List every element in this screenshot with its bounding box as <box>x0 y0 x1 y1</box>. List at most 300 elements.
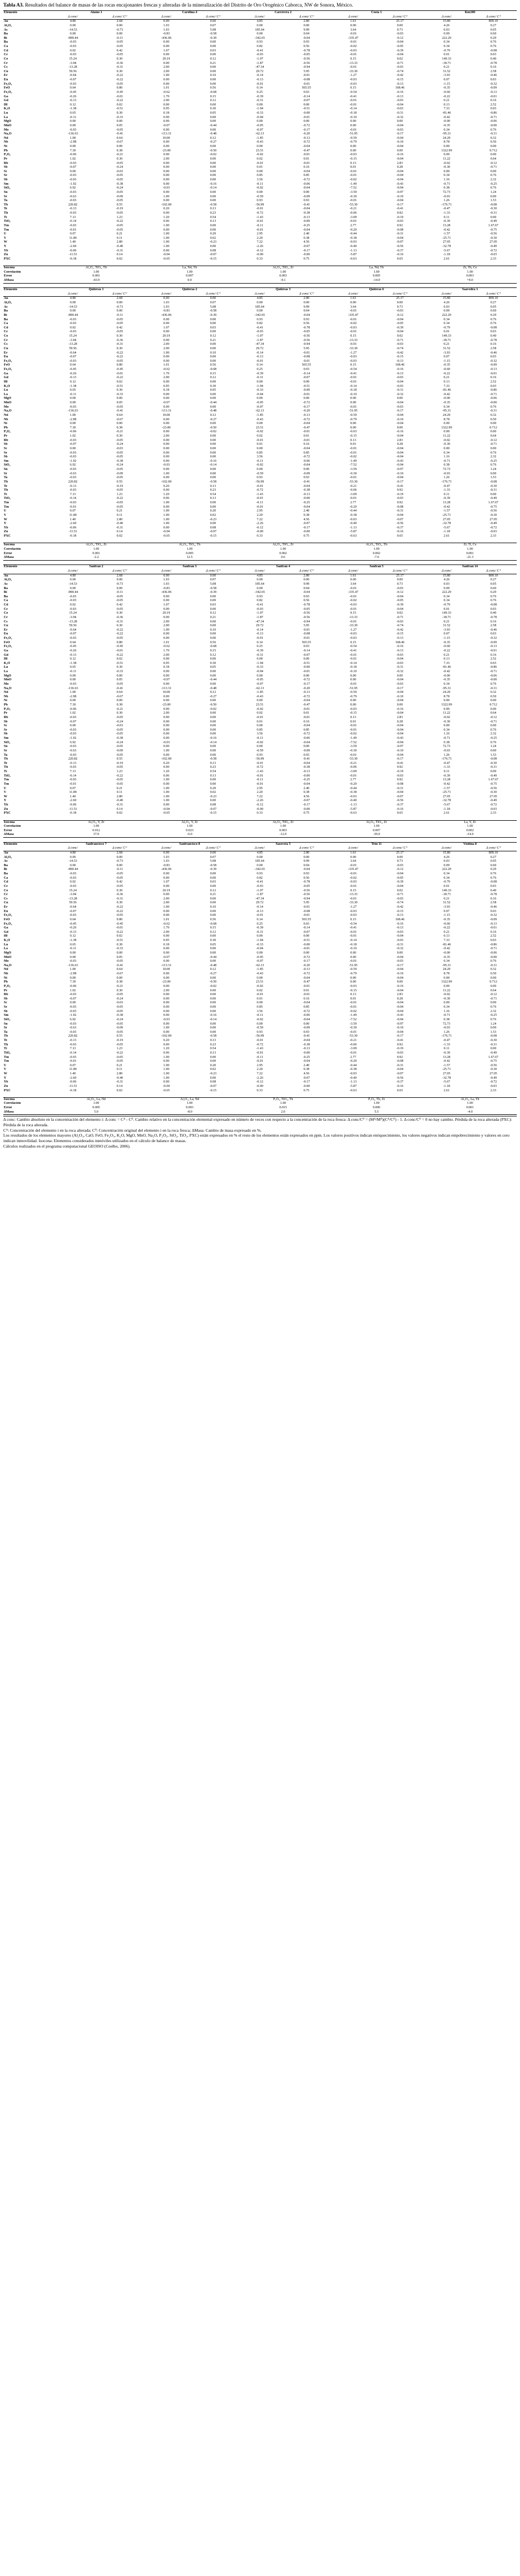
table-cell: -0.30 <box>489 513 497 517</box>
table-cell: -0.00 <box>489 123 497 127</box>
table-cell: 220.82 <box>68 757 78 761</box>
table-cell: 0.76 <box>490 405 497 409</box>
element-name: La <box>4 670 8 674</box>
table-cell: 0.01 <box>257 720 263 724</box>
element-name: Ga <box>4 926 8 930</box>
table-cell: -0.03 <box>69 128 76 132</box>
table-cell: -0.30 <box>489 207 497 211</box>
table-cell: -0.14 <box>350 107 357 111</box>
table-cell: 0.00 <box>350 23 356 27</box>
table-cell: -0.00 <box>443 397 450 401</box>
table-cell: -0.00 <box>303 389 310 392</box>
table-cell: 0.80 <box>116 363 123 367</box>
table-cell: -25.71 <box>442 1068 451 1072</box>
table-cell: -0.63 <box>350 257 357 261</box>
table-cell: 0.00 <box>210 45 216 48</box>
table-cell: 1.67.67 <box>488 224 499 227</box>
table-cell: 0.00 <box>444 724 450 728</box>
table-cell: 0.00 <box>397 23 403 27</box>
table-cell: 0.00 <box>350 401 356 405</box>
table-cell: 7.13 <box>70 770 76 774</box>
table-cell: 0.75 <box>303 534 310 538</box>
table-cell: 0.34 <box>444 595 450 598</box>
element-name: Th <box>4 1043 8 1046</box>
table-cell: -0.13 <box>69 99 76 103</box>
table-cell: 3.56 <box>257 1009 263 1013</box>
delta-conc-relative-header: Δ conc/ C⁰ <box>470 15 517 20</box>
table-cell: -0.03 <box>69 451 76 455</box>
element-name: Th <box>4 489 8 492</box>
table-cell: 0.01 <box>444 53 450 57</box>
table-row <box>3 683 517 687</box>
table-cell: -0.13 <box>303 492 310 496</box>
table-cell: -0.60 <box>443 90 450 94</box>
element-name: Nd <box>4 413 8 417</box>
table-cell: -0.27 <box>209 417 217 421</box>
table-cell: -0.16 <box>396 922 404 926</box>
table-cell: -0.03 <box>396 376 404 380</box>
table-cell: 0.00 <box>303 578 310 582</box>
table-cell: 0.05 <box>210 389 216 392</box>
table-cell: -0.04 <box>396 446 404 450</box>
table-cell: 0.18 <box>163 111 169 115</box>
table-cell: -0.14 <box>209 186 217 190</box>
table-cell: -0.86 <box>489 389 497 392</box>
table-cell: -0.05 <box>116 476 123 480</box>
table-cell: -5.87 <box>350 253 357 257</box>
table-cell: -436.06 <box>161 868 172 872</box>
table-cell: -0.04 <box>396 380 404 384</box>
element-name: Ga <box>4 649 8 652</box>
table-cell: 0.02 <box>116 534 123 538</box>
table-cell: -0.04 <box>303 724 310 728</box>
element-name: Na₂O <box>4 409 12 413</box>
table-cell: 0.20 <box>163 761 169 765</box>
correlation-row-label: Correlación <box>4 1102 21 1105</box>
table-cell: 1.61 <box>350 851 356 855</box>
table-cell: -1.85 <box>256 691 263 695</box>
table-cell: 0.95 <box>163 939 169 943</box>
table-cell: 0.13 <box>210 1051 216 1055</box>
table-cell: -23.00 <box>162 426 171 430</box>
table-cell: -0.49 <box>489 245 497 248</box>
element-name: Tm <box>4 501 9 505</box>
table-cell: 6.92 <box>70 740 76 744</box>
table-cell: 0.00 <box>163 169 169 173</box>
table-row <box>3 414 517 418</box>
element-name: TiO₂ <box>4 220 11 224</box>
table-cell: -3.59 <box>350 1022 357 1026</box>
table-cell: -0.02 <box>350 45 357 48</box>
table-cell: 0.30 <box>210 661 216 665</box>
table-cell: -0.97 <box>396 745 404 749</box>
table-cell: -0.71 <box>489 443 497 446</box>
table-cell: -0.83 <box>163 863 170 867</box>
table-cell: 0.00 <box>163 715 169 719</box>
table-row <box>3 170 517 174</box>
table-cell: 0.01 <box>350 997 356 1001</box>
table-cell: -0.07 <box>396 1072 404 1076</box>
table-cell: -0.22 <box>443 649 450 652</box>
table-cell: -0.05 <box>116 682 123 686</box>
table-cell: -0.01 <box>350 199 357 203</box>
element-name: Bi <box>4 313 7 317</box>
table-cell: 1.00 <box>163 628 169 632</box>
table-cell: 0.29 <box>490 313 497 317</box>
table-cell: 5.95 <box>303 346 310 350</box>
element-name: Ba <box>4 595 8 598</box>
table-cell: -0.38 <box>116 459 123 463</box>
table-cell: -0.02 <box>256 463 263 467</box>
table-cell: -0.04 <box>396 753 404 757</box>
table-cell: -0.01 <box>303 947 310 951</box>
table-cell: -0.56 <box>396 245 404 248</box>
table-cell: -0.21 <box>116 707 123 711</box>
table-cell: 0.30 <box>116 434 123 438</box>
table-cell: 0.00 <box>350 951 356 955</box>
table-cell: -0.39 <box>256 95 263 98</box>
element-name: Mo <box>4 960 9 963</box>
table-cell: -0.04 <box>396 434 404 438</box>
element-name: Tb <box>4 1034 8 1038</box>
table-cell: -0.78 <box>303 326 310 330</box>
table-cell: -0.03 <box>396 128 404 132</box>
error-row-label: Error <box>4 551 13 555</box>
table-cell: -0.05 <box>116 1060 123 1063</box>
table-cell: 7.13 <box>70 215 76 219</box>
table-cell: 0.65 <box>70 666 76 669</box>
table-cell: -0.05 <box>116 489 123 492</box>
table-cell: -56.99 <box>255 757 264 761</box>
table-cell: 0.00 <box>70 23 76 27</box>
table-cell: 0.03 <box>490 53 497 57</box>
table-cell: 0.11 <box>116 236 123 240</box>
table-cell: -0.04 <box>303 186 310 190</box>
table-row <box>3 716 517 720</box>
table-cell: 0.85 <box>257 728 263 732</box>
correlation-row-value: 1.00 <box>186 270 193 274</box>
table-row <box>3 339 517 343</box>
table-cell: 0.00 <box>163 782 169 786</box>
table-cell: -0.20 <box>350 228 357 232</box>
table-row <box>3 57 517 62</box>
table-cell: -0.37 <box>396 803 404 807</box>
correlation-row-value: 1.00 <box>280 270 286 274</box>
isocon-row <box>3 266 517 270</box>
table-cell: -0.03 <box>163 463 170 467</box>
element-name: Er <box>4 74 8 78</box>
element-name: Tm <box>4 224 9 227</box>
table-cell: -0.67 <box>116 417 123 421</box>
table-cell: 0.76 <box>490 1005 497 1009</box>
element-name: Lu <box>4 666 8 669</box>
table-cell: -1.43 <box>256 770 263 774</box>
isocon-row-value: P₂O₅, Th, Zr <box>330 1097 423 1102</box>
table-cell: 0.00 <box>444 707 450 711</box>
table-cell: -0.07 <box>396 517 404 521</box>
table-cell: -0.15 <box>209 1089 217 1092</box>
correlation-row-label: Correlación <box>4 825 21 828</box>
table-row <box>3 599 517 603</box>
table-cell: 0.00 <box>116 422 123 426</box>
table-cell: 0.00 <box>210 993 216 997</box>
table-cell: -0.04 <box>303 313 310 317</box>
table-row <box>3 803 517 808</box>
table-cell: 0.01 <box>444 330 450 334</box>
table-cell: 0.13 <box>210 761 216 765</box>
table-cell: 4.56 <box>303 240 310 244</box>
table-cell: 0.00 <box>163 161 169 165</box>
table-cell: 11.08 <box>69 513 77 517</box>
table-cell: -0.94 <box>396 740 404 744</box>
element-name: Au <box>4 297 8 301</box>
table-cell: -0.13 <box>69 653 76 657</box>
table-cell: -0.01 <box>116 95 123 98</box>
table-cell: -2.26 <box>256 522 263 526</box>
table-cell: -0.01 <box>256 438 263 442</box>
table-cell: -0.16 <box>396 1084 404 1088</box>
table-cell: 1.03 <box>163 578 169 582</box>
element-name: Sn <box>4 745 8 749</box>
table-cell: 0.07 <box>444 78 450 81</box>
table-cell: 0.15 <box>350 918 356 921</box>
table-cell: 0.00 <box>490 1026 497 1030</box>
table-row <box>3 657 517 662</box>
element-name: Fe₂O₃ <box>4 359 12 363</box>
table-cell: 31.52 <box>442 346 451 350</box>
table-cell: 0.04 <box>303 32 310 36</box>
table-row <box>3 534 517 539</box>
table-cell: 0.07 <box>70 1063 76 1067</box>
table-cell: 0.00 <box>163 178 169 181</box>
table-cell: -0.58 <box>209 863 217 867</box>
table-cell: -102.00 <box>161 757 172 761</box>
table-cell: 0.00 <box>210 157 216 161</box>
table-cell: -0.05 <box>116 505 123 509</box>
table-cell: 1.23 <box>116 1047 123 1051</box>
table-cell: 0.12 <box>210 334 216 338</box>
table-cell: 0.00 <box>210 169 216 173</box>
table-cell: 1.70 <box>163 95 169 98</box>
table-row <box>3 795 517 799</box>
table-cell: -0.01 <box>350 960 357 963</box>
isocon-row-value: Al₂O₃, La, Th <box>423 1097 517 1102</box>
table-cell: 1.00 <box>163 778 169 782</box>
table-cell: 2.52 <box>490 934 497 938</box>
spacer-row <box>3 816 517 820</box>
table-cell: 0.00 <box>163 674 169 678</box>
table-cell: -0.03 <box>69 1043 76 1046</box>
mass-change-row-value: -7.6 <box>330 556 423 560</box>
table-cell: 0.00 <box>257 145 263 148</box>
table-cell: 2.61 <box>444 811 450 815</box>
table-cell: 0.00 <box>163 1043 169 1046</box>
error-row-value: 0.002 <box>279 551 287 555</box>
table-cell: 0.02 <box>210 791 216 795</box>
table-cell: 1.26 <box>444 199 450 203</box>
table-cell: -0.09 <box>303 472 310 475</box>
table-row <box>3 578 517 583</box>
table-cell: 0.00 <box>210 632 216 636</box>
table-cell: 1.03 <box>163 23 169 27</box>
table-cell: -0.13 <box>396 359 404 363</box>
table-cell: -0.22 <box>443 372 450 375</box>
table-cell: 0.00 <box>350 145 356 148</box>
table-row <box>3 347 517 351</box>
table-cell: -0.02 <box>350 1009 357 1013</box>
table-cell: 0.00 <box>444 430 450 434</box>
table-cell: 4.56 <box>303 517 310 521</box>
table-row <box>3 1085 517 1089</box>
table-cell: -1.38 <box>69 939 76 943</box>
table-cell: -0.03 <box>69 501 76 505</box>
correlation-row-value: 1.00 <box>93 547 99 551</box>
table-cell: -0.13 <box>69 376 76 380</box>
element-name: Sr <box>4 195 8 198</box>
table-row <box>3 245 517 249</box>
table-cell: -0.03 <box>69 161 76 165</box>
element-name: Eu <box>4 909 8 913</box>
table-cell: -0.04 <box>163 530 170 534</box>
table-cell: -0.08 <box>303 909 310 913</box>
table-cell: 0.11 <box>444 770 450 774</box>
table-cell: -0.04 <box>396 157 404 161</box>
table-cell: 0.56 <box>303 876 310 880</box>
table-cell: -0.13 <box>69 207 76 211</box>
table-cell: -2.26 <box>256 245 263 248</box>
table-cell: -95.31 <box>442 409 451 413</box>
table-cell: 0.03 <box>490 607 497 611</box>
table-cell: -0.04 <box>396 317 404 321</box>
table-cell: -0.64 <box>69 628 76 632</box>
table-cell: -0.19 <box>396 215 404 219</box>
table-cell: 809.10 <box>488 20 498 23</box>
table-cell: -0.26 <box>69 649 76 652</box>
table-row <box>3 811 517 816</box>
element-name: Pb <box>4 149 8 152</box>
table-cell: -0.44 <box>209 955 217 959</box>
table-cell: -0.05 <box>256 955 263 959</box>
table-cell: 1.53 <box>490 476 497 480</box>
table-cell: -0.01 <box>69 782 76 786</box>
table-cell: 1.00 <box>163 236 169 240</box>
table-cell: 0.21 <box>210 615 216 619</box>
table-cell: 0.29 <box>490 36 497 40</box>
table-cell: 0.00 <box>350 422 356 426</box>
table-cell: -0.41 <box>256 49 263 52</box>
table-cell: 2.32 <box>490 732 497 736</box>
table-cell: -0.78 <box>303 49 310 52</box>
table-cell: -0.06 <box>69 249 76 252</box>
table-cell: -0.39 <box>443 774 450 778</box>
delta-conc-header: Δ conc/ <box>50 15 97 20</box>
element-name: Sb <box>4 455 8 459</box>
table-cell: -0.56 <box>396 1076 404 1080</box>
table-cell: 0.00 <box>210 620 216 624</box>
table-cell: 0.02 <box>116 811 123 815</box>
table-cell: -0.48 <box>209 132 217 136</box>
table-row <box>3 518 517 522</box>
table-cell: -3.93 <box>443 905 450 909</box>
table-cell: 0.93 <box>257 40 263 44</box>
table-cell: 0.09 <box>444 586 450 590</box>
table-cell: -1.94 <box>256 384 263 388</box>
element-name: Sb <box>4 997 8 1001</box>
table-row <box>3 45 517 49</box>
table-cell: -2.26 <box>256 1076 263 1080</box>
table-cell: -0.68 <box>209 645 217 649</box>
table-cell: 2.80 <box>116 795 123 798</box>
table-cell: 0.03 <box>490 107 497 111</box>
table-row <box>3 939 517 943</box>
table-cell: 7.33 <box>444 939 450 943</box>
table-cell: -0.65 <box>163 534 170 538</box>
table-cell: 0.15 <box>350 611 356 615</box>
table-cell: 0.28 <box>397 166 403 169</box>
table-cell: 1.00 <box>163 522 169 526</box>
table-cell: -0.02 <box>209 984 217 988</box>
table-cell: 3.56 <box>257 178 263 181</box>
table-row <box>3 380 517 385</box>
spacer-cell <box>3 816 517 820</box>
table-cell: -0.03 <box>396 653 404 657</box>
table-cell: -0.45 <box>69 368 76 372</box>
table-row <box>3 472 517 477</box>
table-cell: 0.01 <box>303 989 310 992</box>
sample-name: Costa 1 <box>330 11 423 15</box>
table-cell: -0.16 <box>396 984 404 988</box>
table-cell: -0.03 <box>163 186 170 190</box>
delta-conc-relative-header: Δ conc/ C⁰ <box>96 15 143 20</box>
table-cell: 0.00 <box>163 182 169 186</box>
correlation-row-value: 1.00 <box>373 1102 380 1105</box>
table-cell: -0.15 <box>209 811 217 815</box>
table-cell: 1.00 <box>163 509 169 513</box>
table-cell: -0.05 <box>116 455 123 459</box>
table-cell: -0.60 <box>443 645 450 649</box>
mass-change-row-value: -39.0 <box>330 833 423 837</box>
table-cell: 0.00 <box>490 1047 497 1051</box>
table-cell: -1.94 <box>256 939 263 943</box>
table-cell: 0.34 <box>444 682 450 686</box>
correlation-row-value: 1.00 <box>280 547 286 551</box>
table-cell: 23.51 <box>256 980 264 984</box>
table-cell: -1.33 <box>443 489 450 492</box>
table-cell: -0.30 <box>350 472 357 475</box>
table-cell: -0.04 <box>303 782 310 786</box>
table-cell: 185.64 <box>255 582 264 586</box>
isocon-row-value: La, Y, Zr <box>423 820 517 825</box>
table-cell: 0.12 <box>210 57 216 61</box>
correlation-row-value: 1.00 <box>373 270 380 274</box>
table-cell: -0.08 <box>396 505 404 509</box>
table-cell: -0.75 <box>489 228 497 232</box>
table-cell: 1.26 <box>444 476 450 480</box>
table-row <box>3 972 517 977</box>
table-cell: -0.03 <box>396 66 404 69</box>
table-cell: 0.13 <box>350 715 356 719</box>
table-cell: -0.04 <box>303 207 310 211</box>
table-cell: 1.20 <box>163 492 169 496</box>
sample-name: Visitina 8 <box>423 842 517 846</box>
table-cell: -0.05 <box>116 317 123 321</box>
table-cell: -0.40 <box>350 799 357 803</box>
sample-name: Sanfrancisco 8 <box>143 842 237 846</box>
table-cell: -0.35 <box>443 640 450 644</box>
table-cell: -0.05 <box>116 728 123 732</box>
table-cell: -0.03 <box>69 224 76 227</box>
table-cell: -0.08 <box>489 480 497 484</box>
